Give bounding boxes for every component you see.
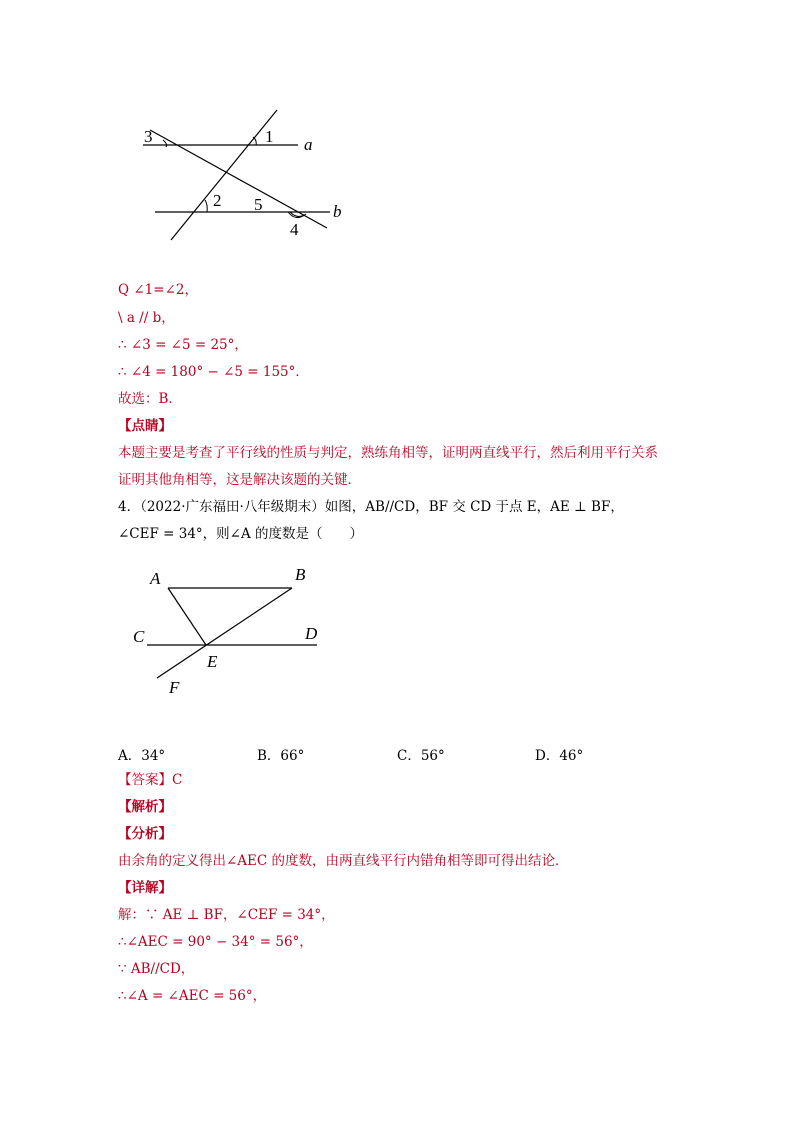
detail-line2: ∴∠AEC = 90° − 34° = 56°， (118, 934, 313, 950)
choice-d: D．46° (535, 748, 584, 764)
label-D: D (305, 624, 318, 643)
choice-a: A．34° (118, 748, 166, 764)
solution3-step3: ∴ ∠3 = ∠5 = 25°， (118, 337, 248, 353)
question4-line2: ∠CEF = 34°，则∠A 的度数是（ ） (118, 526, 364, 542)
choice-c: C．56° (397, 748, 445, 764)
label-angle-5: 5 (254, 195, 263, 214)
label-angle-2: 2 (213, 191, 222, 210)
label-C: C (133, 627, 145, 646)
question4-line1: 4．（2022·广东福田·八年级期末）如图，AB//CD，BF 交 CD 于点 E，AE ⊥ BF， (118, 499, 624, 515)
label-line-b: b (333, 202, 342, 221)
choice-b: B．66° (257, 748, 305, 764)
analysis-title: 【解析】 (118, 799, 172, 815)
comment-title: 【点睛】 (118, 418, 172, 434)
detail-title: 【详解】 (118, 880, 172, 896)
label-angle-3: 3 (144, 127, 153, 146)
detail-line3: ∵ AB//CD， (118, 961, 195, 977)
segment-AE (168, 588, 206, 645)
fenxi-title: 【分析】 (118, 826, 172, 842)
label-angle-1: 1 (265, 127, 274, 146)
label-line-a: a (304, 135, 313, 154)
solution3-answer: 故选：B． (118, 391, 182, 407)
solution3-step2: \ a // b， (118, 310, 175, 326)
label-angle-4: 4 (290, 220, 299, 239)
detail-line4: ∴∠A = ∠AEC = 56°， (118, 988, 267, 1004)
fenxi-text: 由余角的定义得出∠AEC 的度数，由两直线平行内错角相等即可得出结论． (118, 853, 569, 869)
solution3-step4: ∴ ∠4 = 180° − ∠5 = 155°． (118, 364, 309, 380)
label-F: F (169, 678, 180, 697)
comment-line2: 证明其他角相等，这是解决该题的关键． (118, 472, 361, 488)
answer-line: 【答案】C (118, 772, 183, 788)
label-E: E (207, 652, 218, 671)
label-B: B (295, 565, 306, 584)
label-A: A (150, 569, 161, 588)
comment-line1: 本题主要是考查了平行线的性质与判定，熟练角相等，证明两直线平行，然后利用平行关系 (118, 445, 658, 461)
detail-line1: 解：∵ AE ⊥ BF，∠CEF = 34°， (118, 907, 335, 923)
solution3-step1: Q ∠1=∠2， (118, 282, 198, 298)
